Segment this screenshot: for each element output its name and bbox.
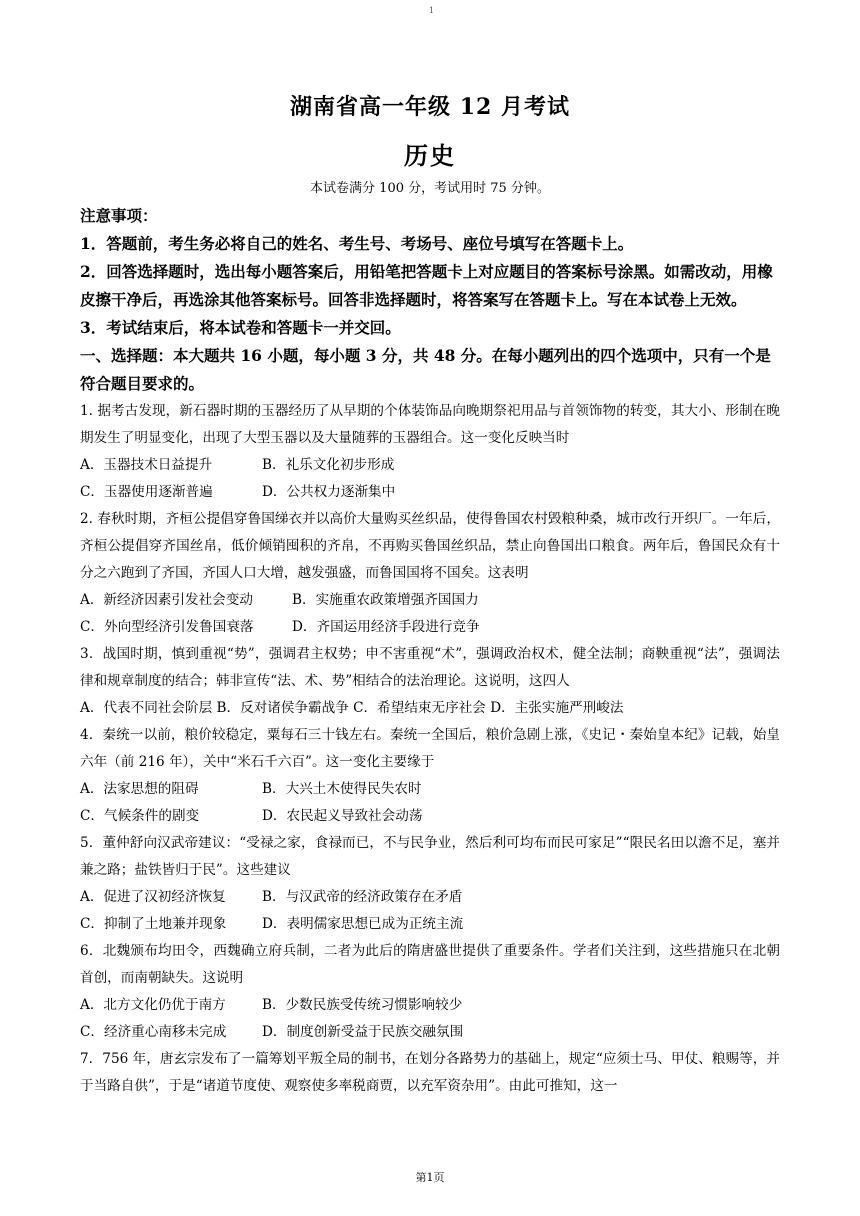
option-c: C．玉器使用逐渐普遍 xyxy=(80,484,213,500)
option-c: C．外向型经济引发鲁国衰落 xyxy=(80,619,254,635)
notice-heading: 注意事项： xyxy=(80,206,158,225)
exam-subject: 历史 xyxy=(404,141,456,170)
question-stem: 6．北魏颁布均田令，西魏确立府兵制，二者为此后的隋唐盛世提供了重要条件。学者们关注到，这些措施只在北朝首创，而南朝缺失。这说明 xyxy=(80,943,780,986)
question-stem: 4．秦统一以前，粮价较稳定，粟每石三十钱左右。秦统一全国后，粮价急剧上涨，《史记・秦始皇本纪》记载，始皇六年（前 216 年），关中“米石千六百”。这一变化主要缘于 xyxy=(80,727,780,770)
option-a: A．玉器技术日益提升 xyxy=(80,457,213,473)
option-row xyxy=(80,479,780,506)
option-row xyxy=(80,452,780,479)
notice-item: 1．答题前，考生务必将自己的姓名、考生号、考场号、座位号填写在答题卡上。 xyxy=(80,234,634,253)
option-d: D．表明儒家思想已成为正统主流 xyxy=(262,916,464,932)
option-a: A．北方文化仍优于南方 xyxy=(80,997,226,1013)
option-c: C．气候条件的剧变 xyxy=(80,808,200,824)
option-row: A．代表不同社会阶层 B．反对诸侯争霸战争 C．希望结束无序社会 D．主张实施严刑峻法 xyxy=(80,700,624,716)
option-row xyxy=(80,884,780,911)
option-d: D．制度创新受益于民族交融氛围 xyxy=(262,1024,464,1040)
question-stem: 1. 据考古发现，新石器时期的玉器经历了从早期的个体装饰品向晚期祭祀用品与首领饰物的转变，其大小、形制在晚期发生了明显变化，出现了大型玉器以及大量随葬的玉器组合。这一变化反映当时 xyxy=(80,403,780,446)
option-c: C．经济重心南移未完成 xyxy=(80,1024,227,1040)
notice-item: 2．回答选择题时，选出每小题答案后，用铅笔把答题卡上对应题目的答案标号涂黑。如需改动，用橡皮擦干净后，再选涂其他答案标号。回答非选择题时，将答案写在答题卡上。写在本试卷上无效。 xyxy=(80,262,773,309)
option-row xyxy=(80,776,780,803)
exam-content xyxy=(80,202,780,1100)
option-b: B．少数民族受传统习惯影响较少 xyxy=(262,997,463,1013)
option-b: B．实施重农政策增强齐国国力 xyxy=(292,592,479,608)
option-a: A．新经济因素引发社会变动 xyxy=(80,592,253,608)
option-b: B．礼乐文化初步形成 xyxy=(262,457,395,473)
question-stem: 2. 春秋时期，齐桓公提倡穿鲁国绨衣并以高价大量购买丝织品，使得鲁国农村毁粮种桑，城市改行开织厂。一年后，齐桓公提倡穿齐国丝帛，低价倾销囤积的齐帛，不再购买鲁国丝织品，禁止向鲁国出口粮食。两年后，鲁国民众有十分之六跑到了齐国，齐国人口大增，越发强盛，而鲁国国将不国矣。这表明 xyxy=(80,511,780,581)
question-stem: 7．756 年，唐玄宗发布了一篇筹划平叛全局的制书，在划分各路势力的基础上，规定“应须士马、甲仗、粮赐等，并于当路自供”，于是“诸道节度使、观察使多率税商贾，以充军资杂用”。由此可推知，这一 xyxy=(80,1051,780,1094)
option-b: B．与汉武帝的经济政策存在矛盾 xyxy=(262,889,463,905)
option-c: C．抑制了土地兼并现象 xyxy=(80,916,227,932)
page-footer: 第1页 xyxy=(415,1171,445,1184)
section-heading: 一、选择题：本大题共 16 小题，每小题 3 分，共 48 分。在每小题列出的四个选项中，只有一个是符合题目要求的。 xyxy=(80,346,771,393)
option-row xyxy=(80,803,780,830)
option-row xyxy=(80,1019,780,1046)
question-stem: 5．董仲舒向汉武帝建议：“受禄之家，食禄而已，不与民争业，然后利可均布而民可家足”“限民名田以澹不足，塞并兼之路；盐铁皆归于民”。这些建议 xyxy=(80,835,780,878)
option-d: D．公共权力逐渐集中 xyxy=(262,484,396,500)
question-stem: 3．战国时期，慎到重视“势”，强调君主权势；申不害重视“术”，强调政治权术，健全法制；商鞅重视“法”，强调法律和规章制度的结合；韩非宣传“法、术、势”相结合的法治理论。这说明，这四人 xyxy=(80,646,780,689)
option-a: A．法家思想的阻碍 xyxy=(80,781,199,797)
option-a: A．促进了汉初经济恢复 xyxy=(80,889,226,905)
option-row xyxy=(80,587,780,614)
option-row xyxy=(80,614,780,641)
notice-item: 3．考试结束后，将本试卷和答题卡一并交回。 xyxy=(80,318,401,337)
option-row xyxy=(80,992,780,1019)
exam-title: 湖南省高一年级 12 月考试 xyxy=(290,94,570,120)
option-d: D．齐国运用经济手段进行竞争 xyxy=(292,619,480,635)
option-d: D．农民起义导致社会动荡 xyxy=(262,808,423,824)
option-row xyxy=(80,911,780,938)
exam-subtitle: 本试卷满分 100 分，考试用时 75 分钟。 xyxy=(310,181,550,196)
page-header-mark: 1 xyxy=(429,6,435,15)
option-b: B．大兴土木使得民失农时 xyxy=(262,781,422,797)
